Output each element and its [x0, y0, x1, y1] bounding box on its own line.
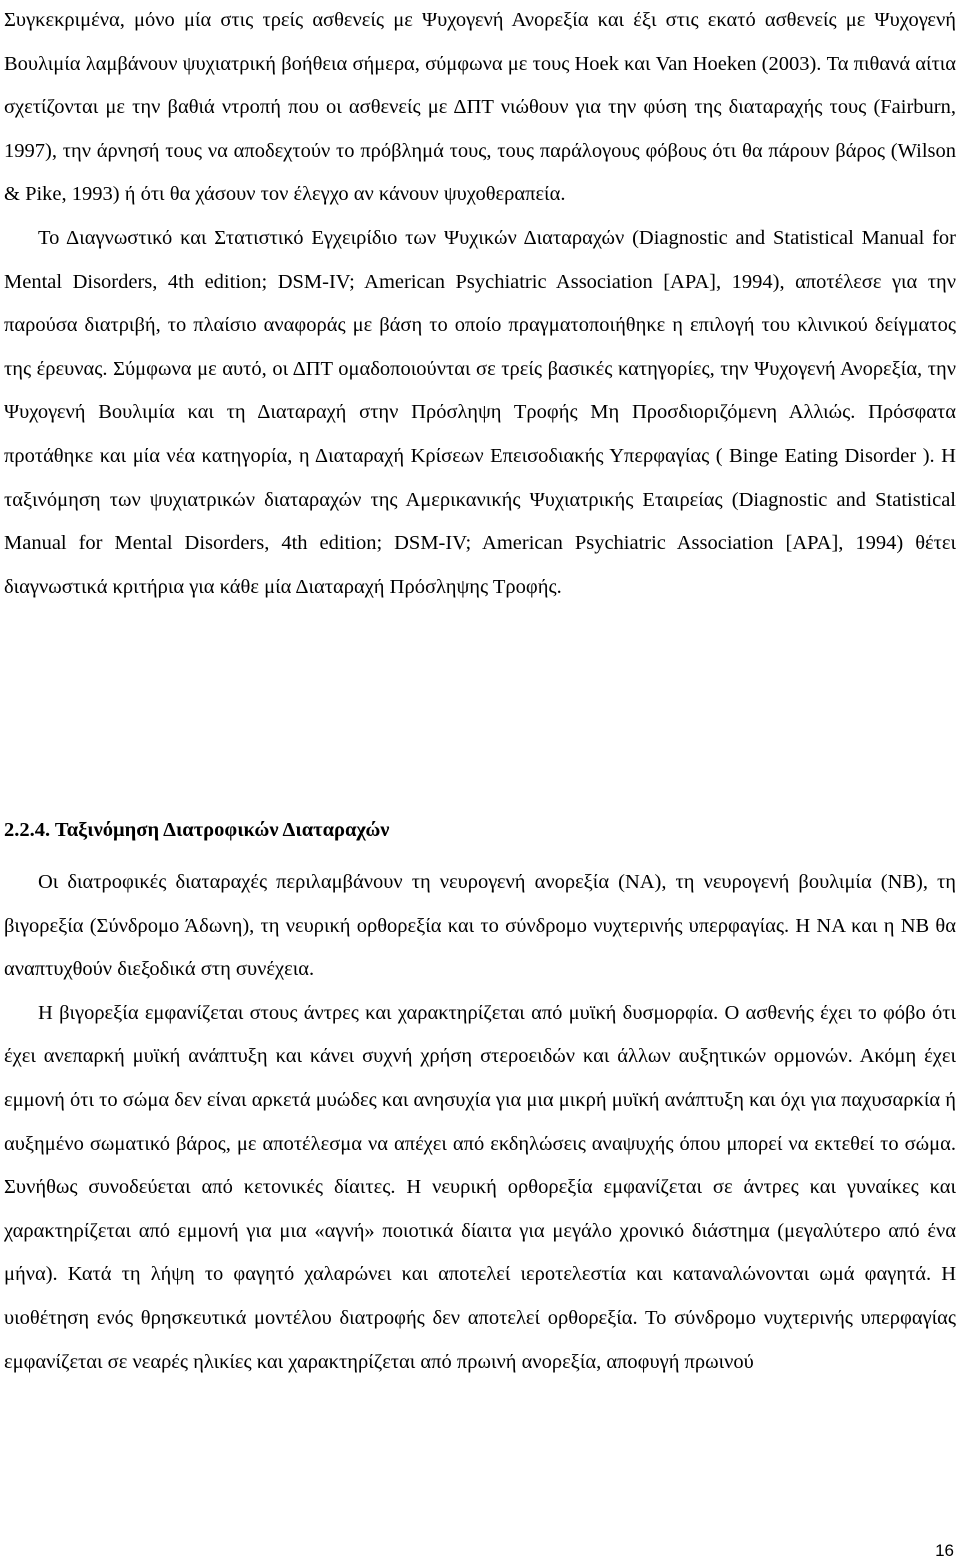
body-paragraph-2: Το Διαγνωστικό και Στατιστικό Εγχειρίδιο των Ψυχικών Διαταραχών (Diagnostic and Statistical Manual for Mental Disorders, 4th edition; DSM-IV; American Psychiatric Association [APA], 1994), αποτέλεσε για την παρούσα διατριβή, το πλαίσιο αναφοράς με βάση το οποίο πραγματοποιήθηκε η επιλογή του κλινικού δείγματος της έρευνας. Σύμφωνα με αυτό, οι ΔΠΤ ομαδοποιούνται σε τρείς βασικές κατηγορίες, την Ψυχογενή Ανορεξία, την Ψυχογενή Βουλιμία και τη Διαταραχή στην Πρόσληψη Τροφής Μη Προσδιοριζόμενη Αλλιώς. Πρόσφατα προτάθηκε και μία νέα κατηγορία, η Διαταραχή Κρίσεων Επεισοδιακής Υπερφαγίας ( Binge Eating Disorder ). Η ταξινόμηση των ψυχιατρικών διαταραχών της Αμερικανικής Ψυχιατρικής Εταιρείας (Diagnostic and Statistical Manual for Mental Disorders, 4th edition; DSM-IV; American Psychiatric Association [APA], 1994) θέτει διαγνωστικά κριτήρια για κάθε μία Διαταραχή Πρόσληψης Τροφής. [4, 226, 956, 598]
section-paragraph-2: Η βιγορεξία εμφανίζεται στους άντρες και χαρακτηρίζεται από μυϊκή δυσμορφία. Ο ασθενής έχει το φόβο ότι έχει ανεπαρκή μυϊκή ανάπτυξη και κάνει συχνή χρήση στεροειδών και άλλων αυξητικών ορμονών. Ακόμη έχει εμμονή ότι το σώμα δεν είναι αρκετά μυώδες και ανησυχία για μια μικρή μυϊκή ανάπτυξη και όχι για παχυσαρκία ή αυξημένο σωματικό βάρος, με αποτέλεσμα να απέχει από εκδηλώσεις αναψυχής όπου μπορεί να εκτεθεί το σώμα. Συνήθως συνοδεύεται από κετονικές δίαιτες. Η νευρική ορθορεξία εμφανίζεται σε άντρες και γυναίκες και χαρακτηρίζεται από εμμονή για μια «αγνή» ποιοτικά δίαιτα για μεγάλο χρονικό διάστημα (μεγαλύτερο από ένα μήνα). Κατά τη λήψη το φαγητό χαλαρώνει και αποτελεί ιεροτελεστία και καταναλώνονται ωμά φαγητά. Η υιοθέτηση ενός θρησκευτικά μοντέλου διατροφής δεν αποτελεί ορθορεξία. Το σύνδρομο νυχτερινής υπερφαγίας εμφανίζεται σε νεαρές ηλικίες και χαρακτηρίζεται από πρωινή ανορεξία, αποφυγή πρωινού [4, 1001, 956, 1373]
section-body [4, 861, 956, 1384]
document-page [4, 0, 956, 1373]
section-paragraph-1: Οι διατροφικές διαταραχές περιλαμβάνουν τη νευρογενή ανορεξία (NA), τη νευρογενή βουλιμία (NB), τη βιγορεξία (Σύνδρομο Άδωνη), τη νευρική ορθορεξία και το σύνδρομο νυχτερινής υπερφαγίας. Η NA και η NB θα αναπτυχθούν διεξοδικά στη συνέχεια. [4, 871, 956, 981]
section-heading: 2.2.4. Ταξινόμηση Διατροφικών Διαταραχών [4, 819, 390, 841]
page-number: 16 [935, 1541, 954, 1560]
body-paragraph-1: Συγκεκριμένα, μόνο μία στις τρείς ασθενείς με Ψυχογενή Ανορεξία και έξι στις εκατό ασθενείς με Ψυχογενή Βουλιμία λαμβάνουν ψυχιατρική βοήθεια σήμερα, σύμφωνα με τους Hoek και Van Hoeken (2003). Τα πιθανά αίτια σχετίζονται με την βαθιά ντροπή που οι ασθενείς με ΔΠΤ νιώθουν για την φύση της διαταραχής τους (Fairburn, 1997), την άρνησή τους να αποδεχτούν το πρόβλημά τους, τους παράλογους φόβους ότι θα πάρουν βάρος (Wilson & Pike, 1993) ή ότι θα χάσουν τον έλεγχο αν κάνουν ψυχοθεραπεία. [4, 9, 956, 206]
